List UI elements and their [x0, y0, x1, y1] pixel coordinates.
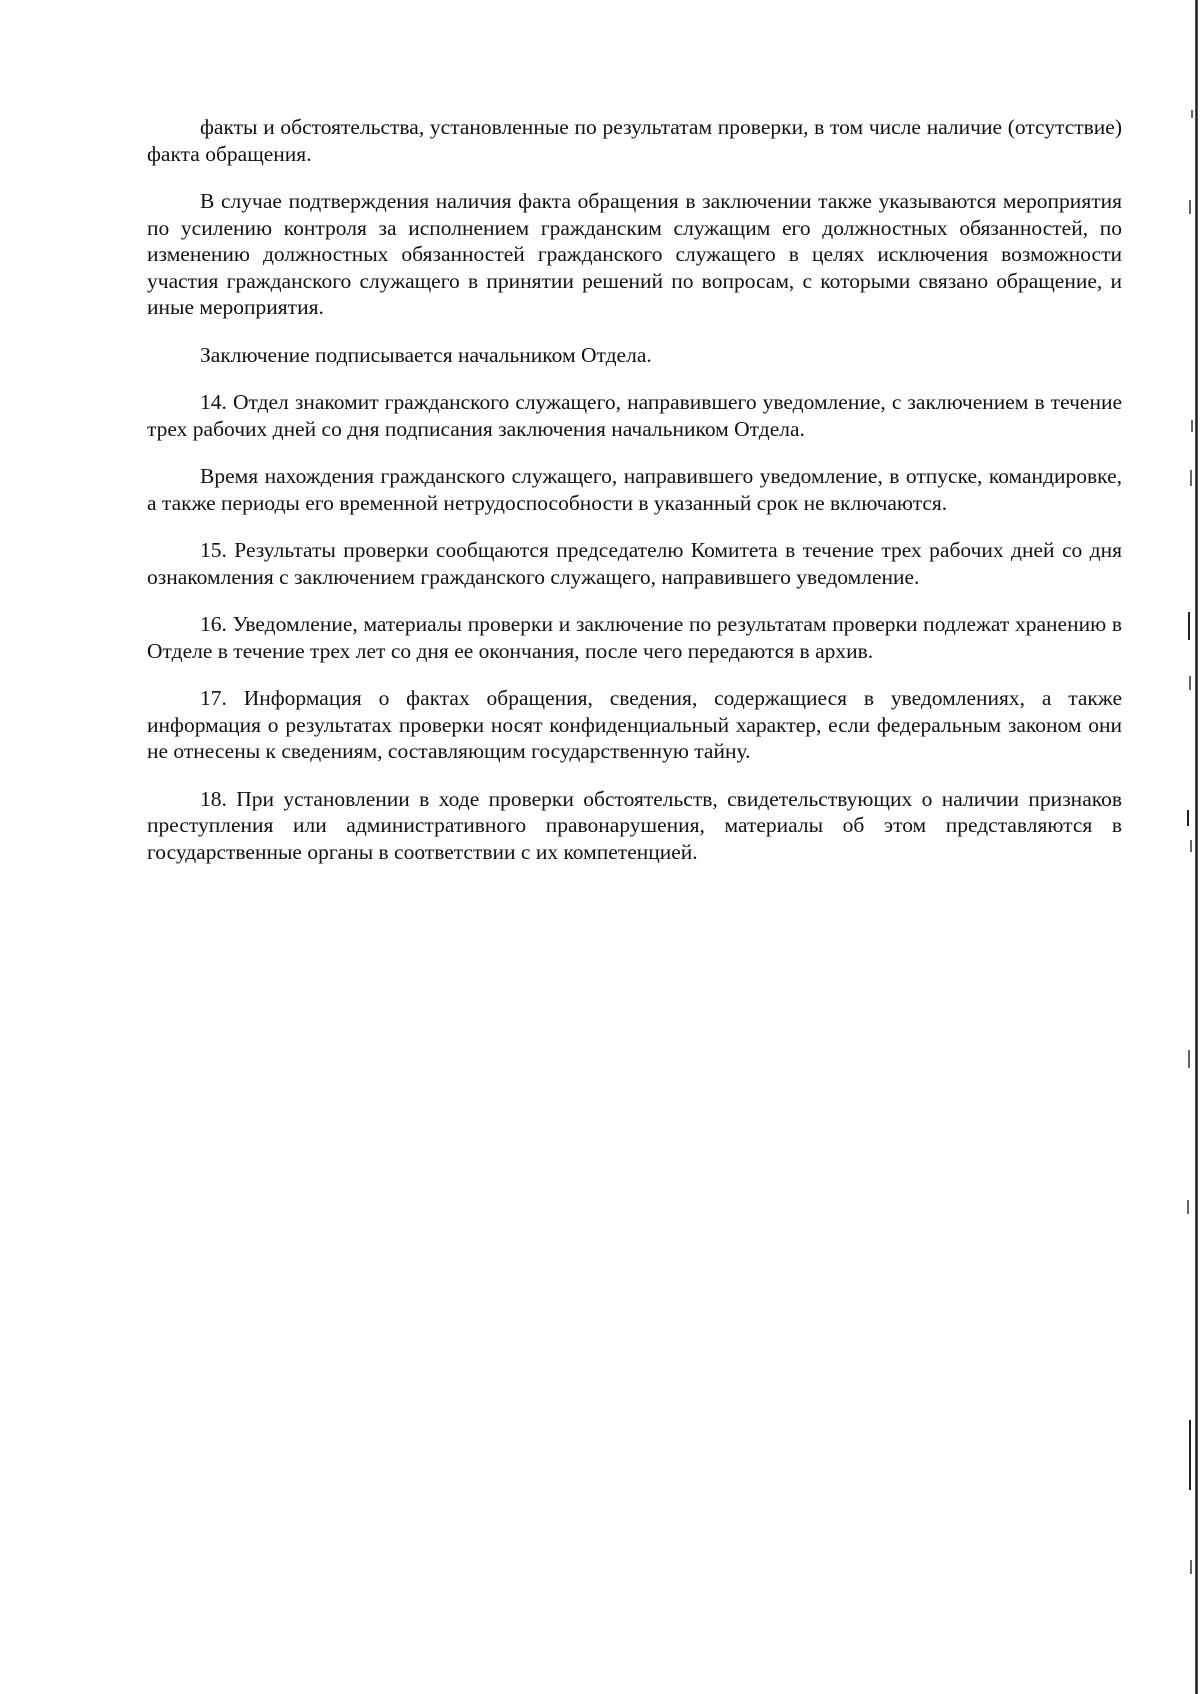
document-body — [147, 114, 1122, 886]
paragraph-conclusion-signed: Заключение подписывается начальником Отдела. — [200, 342, 652, 367]
paragraph-item-18: 18. При установлении в ходе проверки обстоятельств, свидетельствующих о наличии признаков преступления или административного правонарушения, материалы об этом представляются в государственные органы в соответствии с их компетенцией. — [147, 786, 1122, 864]
paragraph-confirmation-measures: В случае подтверждения наличия факта обращения в заключении также указываются мероприятия по усилению контроля за исполнением гражданским служащим его должностных обязанностей, по изменению должностных обязанностей гражданского служащего в целях исключения возможности участия гражданского служащего в принятии решений по вопросам, с которыми связано обращение, и иные мероприятия. — [147, 189, 1122, 319]
paragraph-item-15: 15. Результаты проверки сообщаются председателю Комитета в течение трех рабочих дней со дня ознакомления с заключением гражданского служащего, направившего уведомление. — [147, 538, 1122, 589]
paragraph-item-17: 17. Информация о фактах обращения, сведения, содержащиеся в уведомлениях, а также информация о результатах проверки носят конфиденциальный характер, если федеральным законом они не отнесены к сведениям, составляющим государственную тайну. — [147, 686, 1122, 763]
paragraph-facts-continuation: факты и обстоятельства, установленные по результатам проверки, в том числе наличие (отсутствие) факта обращения. — [147, 115, 1122, 166]
paragraph-item-14: 14. Отдел знакомит гражданского служащего, направившего уведомление, с заключением в течение трех рабочих дней со дня подписания заключения начальником Отдела. — [147, 390, 1122, 441]
paragraph-excluded-periods: Время нахождения гражданского служащего, направившего уведомление, в отпуске, командировке, а также периоды его временной нетрудоспособности в указанный срок не включаются. — [147, 464, 1122, 515]
paragraph-item-16: 16. Уведомление, материалы проверки и заключение по результатам проверки подлежат хранению в Отделе в течение трех лет со дня ее окончания, после чего передаются в архив. — [147, 612, 1122, 663]
